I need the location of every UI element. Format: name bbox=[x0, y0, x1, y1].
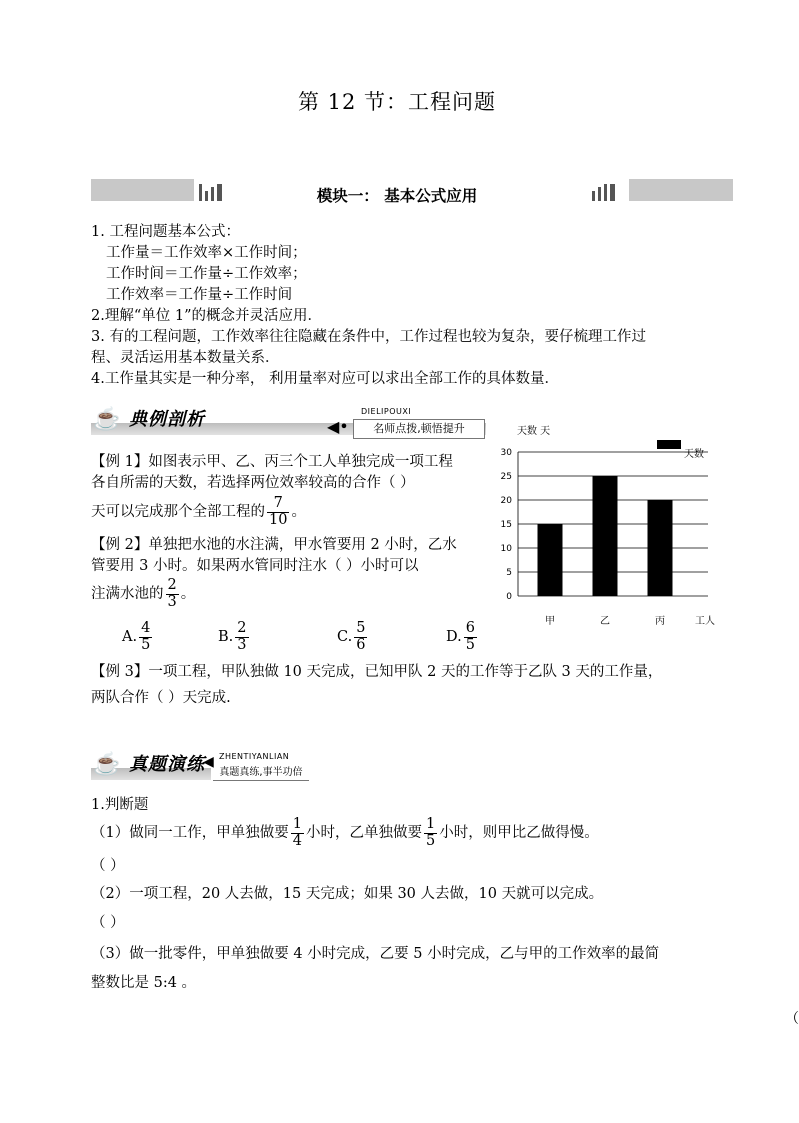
fraction: $\frac{7}{10}$ bbox=[269, 495, 288, 528]
fraction: $\frac{2}{3}$ bbox=[167, 577, 177, 610]
example-1-line-3 bbox=[91, 492, 306, 532]
banner-practice bbox=[91, 750, 311, 784]
example-2-line-1: 【例 2】单独把水池的水注满，甲水管要用 2 小时，乙水 bbox=[91, 537, 457, 553]
fraction: $\frac{1}{5}$ bbox=[425, 816, 436, 849]
option-d: D. $\frac{6}{5}$ bbox=[446, 620, 475, 653]
y-tick-label: 30 bbox=[500, 448, 512, 458]
chart-y-label: 天数 天 bbox=[517, 426, 551, 437]
example-2-line-3 bbox=[91, 574, 195, 614]
legend-swatch bbox=[657, 440, 681, 449]
banner-slogan: 真题真练,事半功倍 bbox=[213, 766, 309, 781]
y-tick-label: 5 bbox=[506, 568, 512, 578]
book-cup-icon: ☕ bbox=[93, 752, 121, 777]
banner-pinyin: ZHENTIYANLIAN bbox=[219, 752, 290, 761]
q1-text-a: （1）做同一工作，甲单独做要 bbox=[91, 825, 289, 841]
example-2-line-2: 管要用 3 小时。如果两水管同时注水（ ）小时可以 bbox=[91, 558, 419, 574]
book-cup-icon: ☕ bbox=[93, 407, 121, 432]
example-1-line-2: 各自所需的天数，若选择两位效率较高的合作（ ） bbox=[91, 475, 415, 491]
theory-line-7: 程、灵活运用基本数量关系． bbox=[91, 350, 280, 366]
theory-line-3: 工作时间＝工作量÷工作效率； bbox=[106, 266, 307, 282]
theory-line-2: 工作量＝工作效率×工作时间； bbox=[106, 245, 307, 261]
example-2-text: 注满水池的 bbox=[91, 586, 164, 602]
x-tick-label: 乙 bbox=[600, 616, 610, 627]
arrow-icon: ◀ bbox=[203, 754, 214, 770]
page-title: 第 12 节：工程问题 bbox=[297, 90, 497, 114]
chart-y-ticks bbox=[501, 448, 513, 602]
practice-q3-line-2: 整数比是 5:4 。 bbox=[91, 975, 197, 991]
q1-text-c: 小时，则甲比乙做得慢。 bbox=[439, 825, 599, 841]
arrow-icon: ◀• bbox=[327, 417, 349, 436]
q1-text-b: 小时，乙单独做要 bbox=[305, 825, 422, 841]
banner-slogan: 名师点拨,顿悟提升 bbox=[353, 419, 485, 439]
x-tick-label: 丙 bbox=[655, 616, 665, 627]
practice-q2-answer-blank: （ ） bbox=[91, 915, 125, 931]
bar-甲 bbox=[538, 524, 563, 596]
banner-heading: 真题演练 bbox=[129, 754, 205, 775]
theory-line-4: 工作效率＝工作量÷工作时间 bbox=[106, 287, 293, 303]
option-b: B. $\frac{2}{3}$ bbox=[218, 620, 247, 653]
practice-q2: （2）一项工程，20 人去做，15 天完成；如果 30 人去做，10 天就可以完成。 bbox=[91, 886, 604, 902]
module-header-bar-right bbox=[629, 179, 733, 201]
theory-line-6: 3. 有的工程问题，工作效率往往隐藏在条件中，工作过程也较为复杂，要仔梳理工作过 bbox=[91, 329, 646, 345]
bar-chart bbox=[490, 418, 730, 633]
y-tick-label: 10 bbox=[500, 544, 512, 554]
module-header-ticks-right bbox=[592, 184, 615, 201]
y-tick-label: 25 bbox=[500, 472, 512, 482]
example-2-end: 。 bbox=[180, 586, 196, 602]
module-title: 模块一： 基本公式应用 bbox=[316, 187, 478, 205]
option-a: A. $\frac{4}{5}$ bbox=[122, 620, 151, 653]
example-3-line-1: 【例 3】一项工程，甲队独做 10 天完成，已知甲队 2 天的工作等于乙队 3 天的工作量， bbox=[91, 664, 663, 680]
bar-乙 bbox=[593, 476, 618, 596]
banner-pinyin: DIELIPOUXI bbox=[361, 407, 412, 416]
theory-line-5: 2.理解“单位 1”的概念并灵活应用． bbox=[91, 308, 322, 324]
banner-examples bbox=[91, 405, 486, 439]
chart-x-ticks bbox=[545, 615, 665, 627]
practice-q1-answer-blank: （ ） bbox=[91, 858, 125, 874]
option-c: C. $\frac{5}{6}$ bbox=[337, 620, 366, 653]
practice-q3-line-1: （3）做一批零件，甲单独做要 4 小时完成，乙要 5 小时完成，乙与甲的工作效率的最简 bbox=[91, 946, 660, 962]
y-tick-label: 0 bbox=[506, 592, 512, 602]
banner-heading: 典例剖析 bbox=[129, 409, 205, 430]
fraction: $\frac{1}{4}$ bbox=[292, 816, 302, 849]
practice-q1 bbox=[91, 813, 599, 853]
x-tick-label: 甲 bbox=[545, 616, 555, 627]
y-tick-label: 20 bbox=[500, 496, 512, 506]
page-edge-mark: （ bbox=[785, 1011, 799, 1027]
example-1-line-1: 【例 1】如图表示甲、乙、丙三个工人单独完成一项工程 bbox=[91, 454, 453, 470]
example-1-text: 天可以完成那个全部工程的 bbox=[91, 504, 265, 520]
y-tick-label: 15 bbox=[500, 520, 512, 530]
bar-丙 bbox=[648, 500, 673, 596]
chart-bars bbox=[538, 476, 673, 596]
theory-line-1: 1. 工程问题基本公式： bbox=[91, 224, 240, 240]
chart-x-label: 工人 bbox=[695, 616, 715, 627]
legend-label: 天数 bbox=[684, 449, 704, 460]
practice-heading: 1.判断题 bbox=[91, 797, 149, 813]
theory-line-8: 4.工作量其实是一种分率， 利用量率对应可以求出全部工作的具体数量． bbox=[91, 371, 559, 387]
example-3-line-2: 两队合作（ ）天完成. bbox=[91, 690, 231, 706]
example-1-end: 。 bbox=[291, 504, 306, 520]
